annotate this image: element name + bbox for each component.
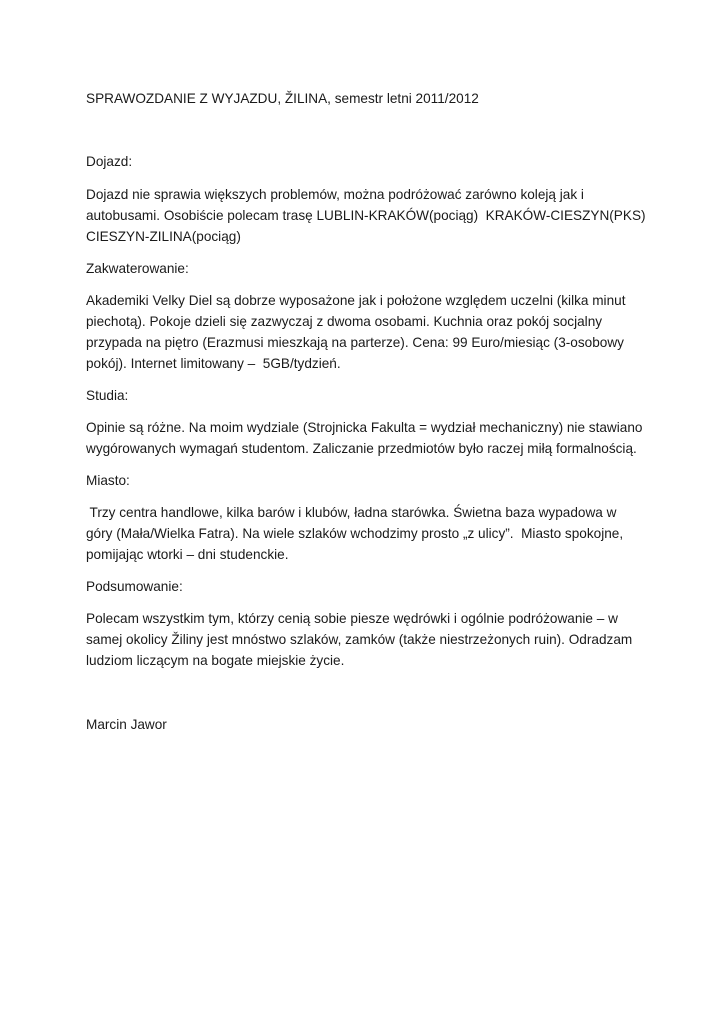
section-body-zakwaterowanie <box>86 290 646 374</box>
paragraph-line: samej okolicy Žiliny jest mnóstwo szlaków, zamków (także niestrzeżonych ruin). Odradzam <box>86 632 633 647</box>
heading-text: Dojazd: <box>86 154 133 169</box>
paragraph-line: pokój). Internet limitowany – 5GB/tydzień. <box>86 356 341 371</box>
paragraph-line: pomijając wtorki – dni studenckie. <box>86 547 289 562</box>
paragraph-line: przypada na piętro (Erazmusi mieszkają na parterze). Cena: 99 Euro/miesiąc (3-osobowy <box>86 335 624 350</box>
heading-text: Podsumowanie: <box>86 579 183 594</box>
section-heading-podsumowanie <box>86 576 646 597</box>
section-body-studia <box>86 417 646 459</box>
paragraph-line: Polecam wszystkim tym, którzy cenią sobie piesze wędrówki i ogólnie podróżowanie – w <box>86 611 618 626</box>
paragraph-line: ludziom liczącym na bogate miejskie życie. <box>86 653 345 668</box>
section-heading-dojazd <box>86 151 646 172</box>
paragraph-line: piechotą). Pokoje dzieli się zazwyczaj z dwoma osobami. Kuchnia oraz pokój socjalny <box>86 314 603 329</box>
heading-text: Studia: <box>86 388 129 403</box>
section-body-miasto <box>86 502 646 565</box>
paragraph-line: Opinie są różne. Na moim wydziale (Strojnicka Fakulta = wydział mechaniczny) nie stawiano <box>86 420 643 435</box>
paragraph-line: CIESZYN-ZILINA(pociąg) <box>86 229 241 244</box>
title-text: SPRAWOZDANIE Z WYJAZDU, ŽILINA, semestr letni 2011/2012 <box>86 91 479 106</box>
paragraph-line: wygórowanych wymagań studentom. Zaliczanie przedmiotów było raczej miłą formalnością. <box>86 441 637 456</box>
heading-text: Zakwaterowanie: <box>86 261 189 276</box>
section-heading-zakwaterowanie <box>86 258 646 279</box>
section-heading-studia <box>86 385 646 406</box>
paragraph-line: Trzy centra handlowe, kilka barów i klubów, ładna starówka. Świetna baza wypadowa w <box>86 505 617 520</box>
document-title <box>86 88 646 109</box>
section-body-podsumowanie <box>86 608 646 671</box>
paragraph-line: Dojazd nie sprawia większych problemów, można podróżować zarówno koleją jak i <box>86 187 584 202</box>
section-heading-miasto <box>86 470 646 491</box>
paragraph-line: góry (Mała/Wielka Fatra). Na wiele szlaków wchodzimy prosto „z ulicy”. Miasto spokojne, <box>86 526 624 541</box>
paragraph-line: autobusami. Osobiście polecam trasę LUBLIN-KRAKÓW(pociąg) KRAKÓW-CIESZYN(PKS) <box>86 208 646 223</box>
heading-text: Miasto: <box>86 473 130 488</box>
paragraph-line: Akademiki Velky Diel są dobrze wyposażone jak i położone względem uczelni (kilka minut <box>86 293 626 308</box>
author-name: Marcin Jawor <box>86 717 167 732</box>
section-body-dojazd <box>86 184 646 247</box>
author-signature <box>86 714 646 735</box>
